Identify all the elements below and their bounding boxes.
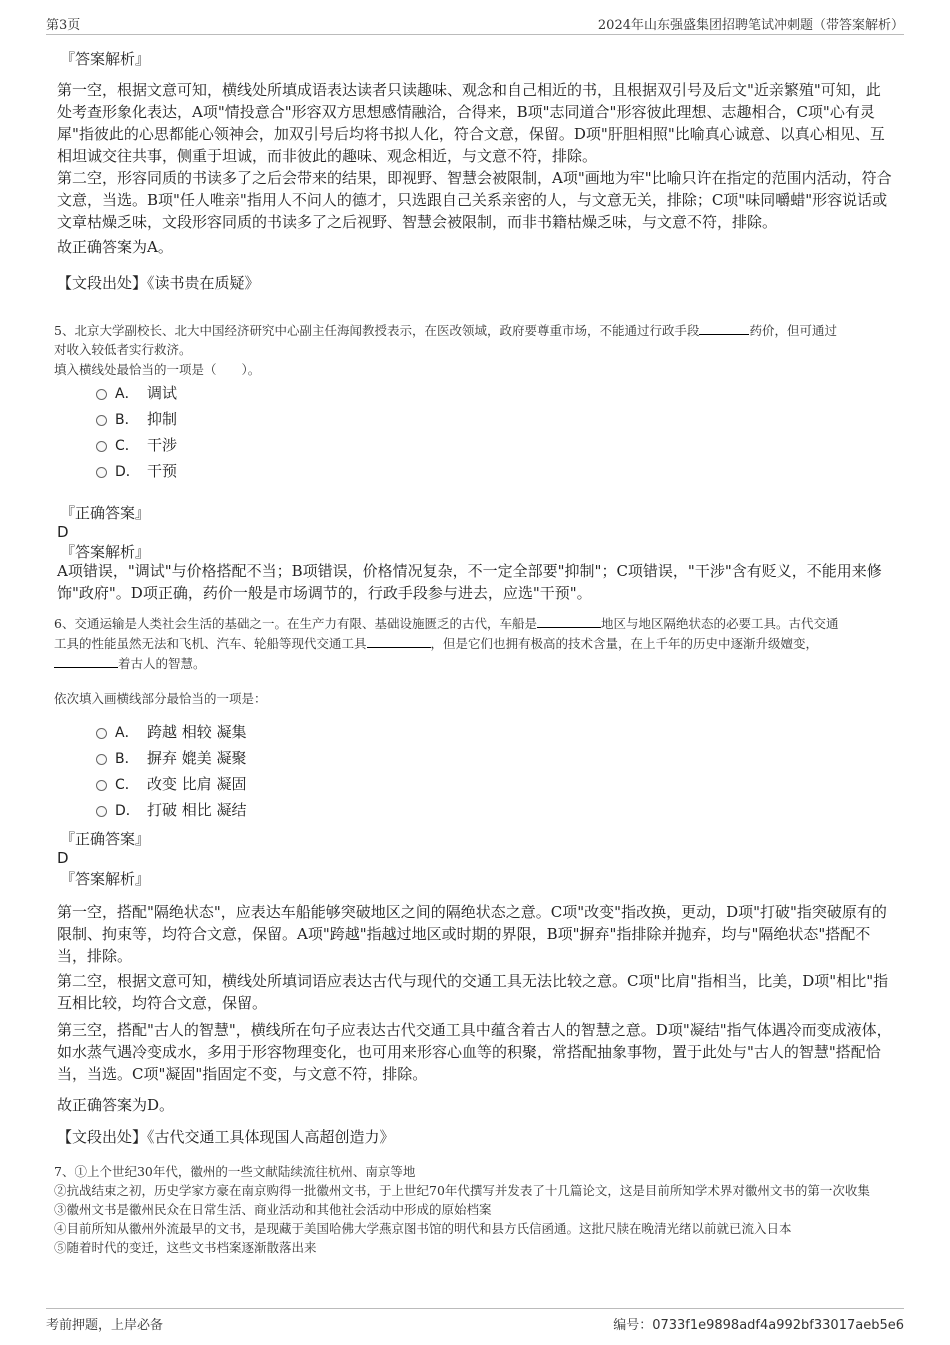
q6-option-a[interactable]: A． 跨越 相较 凝集: [96, 721, 247, 743]
q5-option-b[interactable]: B． 抑制: [96, 408, 177, 430]
radio-icon[interactable]: [96, 441, 107, 452]
q4-source: 【文段出处】《读书贵在质疑》: [57, 274, 260, 292]
q6-analysis-p2: 第二空，根据文意可知，横线处所填词语应表达古代与现代的交通工具无法比较之意。C项"比肩"指相当，比美，D项"相比"指互相比较，均符合文意，保留。: [57, 972, 889, 1012]
q6-analysis-p3: 第三空，搭配"古人的智慧"，横线所在句子应表达古代交通工具中蕴含着古人的智慧之意。D项"凝结"指气体遇冷而变成液体，如水蒸气遇冷变成水，多用于形容物理变化，也可用来形容心血等的积聚，常搭配抽象事物，置于此处与"古人的智慧"搭配恰当，当选。C项"凝固"指固定不变，与文意不符，排除。: [57, 1021, 892, 1083]
q6-option-c[interactable]: C． 改变 比肩 凝固: [96, 773, 247, 795]
q7-statements: [54, 1162, 904, 1257]
q5-analysis-label: 『答案解析』: [60, 543, 151, 561]
q4-conclusion: 故正确答案为A。: [57, 238, 173, 256]
radio-icon[interactable]: [96, 754, 107, 765]
q5-prompt: 填入横线处最恰当的一项是（ ）。: [54, 362, 261, 377]
q7-statement-5: ⑤随着时代的变迁，这些文书档案逐渐散落出来: [54, 1240, 317, 1255]
q6-answer: D: [57, 849, 69, 867]
radio-icon[interactable]: [96, 806, 107, 817]
q5-stem: 5、北京大学副校长、北大中国经济研究中心副主任海闻教授表示，在医改领域，政府要尊重市场，不能通过行政手段 药价，但可通过 对收入较低者实行救济。: [54, 323, 837, 357]
q6-prompt: 依次填入画横线部分最恰当的一项是：: [54, 691, 267, 706]
q4-analysis-label: 『答案解析』: [60, 50, 151, 68]
q4-analysis-p1: 第一空，根据文意可知，横线处所填成语表达读者只读趣味、观念和自己相近的书，且根据双引号及后文"近亲繁殖"可知，此处考查形象化表达，A项"情投意合"形容双方思想感情融洽，合得来，B项"志同道合"形容彼此理想、志趣相合，C项"心有灵犀"指彼此的心思都能心领神会，加双引号后均将书拟人化，符合文意，保留。D项"肝胆相照"比喻真心诚意、以真心相见、互相坦诚交往共事，侧重于坦诚，而非彼此的趣味、观念相近，与文意不符，排除。: [57, 81, 885, 165]
page-header: [46, 12, 904, 35]
q6-stem: 6、交通运输是人类社会生活的基础之一。在生产力有限、基础设施匮乏的古代，车船是 地区与地区隔绝状态的必要工具。古代交通 工具的性能虽然无法和飞机、汽车、轮船等现代交通工具 ，但是它们也拥有极高的技术含量，在上千年的历史中逐渐升级嬗变， 着古人的智慧。: [54, 616, 839, 671]
q6-conclusion: 故正确答案为D。: [57, 1096, 175, 1114]
q6-option-b[interactable]: B． 摒弃 媲美 凝聚: [96, 747, 247, 769]
q6-analysis-p1: 第一空，搭配"隔绝状态"，应表达车船能够突破地区之间的隔绝状态之意。C项"改变"指改换，更动，D项"打破"指突破原有的限制、拘束等，均符合文意，保留。A项"跨越"指越过地区或时期的界限，B项"摒弃"指排除并抛弃，均与"隔绝状态"搭配不当，排除。: [57, 903, 887, 965]
document-title: 2024年山东强盛集团招聘笔试冲刺题（带答案解析）: [597, 18, 904, 33]
q7-statement-4: ④目前所知从徽州外流最早的文书，是现藏于美国哈佛大学燕京图书馆的明代和县方氏信函通。这批尺牍在晚清光绪以前就已流入日本: [54, 1221, 792, 1236]
q7-statement-1: 7、①上个世纪30年代，徽州的一些文献陆续流往杭州、南京等地: [54, 1164, 416, 1179]
q6-analysis-label: 『答案解析』: [60, 870, 151, 888]
document-id: 编号：0733f1e9898adf4a992bf33017aeb5e6: [613, 1318, 904, 1333]
q6-blank-2: [367, 635, 431, 648]
q5-option-d[interactable]: D． 干预: [96, 460, 177, 482]
radio-icon[interactable]: [96, 728, 107, 739]
q6-option-d[interactable]: D． 打破 相比 凝结: [96, 799, 247, 821]
q5-answer: D: [57, 523, 69, 541]
q5-answer-label: 『正确答案』: [60, 504, 151, 522]
footer-slogan: 考前押题，上岸必备: [46, 1318, 164, 1333]
q6-blank-3: [54, 655, 118, 668]
q6-source: 【文段出处】《古代交通工具体现国人高超创造力》: [57, 1128, 395, 1146]
q5-blank: [699, 322, 749, 335]
q5-option-c[interactable]: C． 干涉: [96, 434, 177, 456]
q5-option-a[interactable]: A． 调试: [96, 382, 177, 404]
q4-analysis-p2: 第二空，形容同质的书读多了之后会带来的结果，即视野、智慧会被限制，A项"画地为牢"比喻只许在指定的范围内活动，符合文意，当选。B项"任人唯亲"指用人不问人的德才，只选跟自己关系亲密的人，与文意无关，排除；C项"味同嚼蜡"形容说话或文章枯燥乏味，文段形容同质的书读多了之后视野、智慧会被限制，而非书籍枯燥乏味，与文意不符，排除。: [57, 169, 892, 231]
q7-statement-3: ③徽州文书是徽州民众在日常生活、商业活动和其他社会活动中形成的原始档案: [54, 1202, 492, 1217]
radio-icon[interactable]: [96, 780, 107, 791]
radio-icon[interactable]: [96, 389, 107, 400]
q7-statement-2: ②抗战结束之初，历史学家方豪在南京购得一批徽州文书，于上世纪70年代撰写并发表了十几篇论文，这是目前所知学术界对徽州文书的第一次收集: [54, 1183, 870, 1198]
page-number: 第3页: [46, 18, 81, 33]
page-footer: [46, 1308, 904, 1333]
q6-blank-1: [537, 615, 601, 628]
q5-analysis: A项错误，"调试"与价格搭配不当；B项错误，价格情况复杂，不一定全部要"抑制"；C项错误，"干涉"含有贬义，不能用来修饰"政府"。D项正确，药价一般是市场调节的，行政手段参与进去，应选"干预"。: [57, 562, 882, 602]
radio-icon[interactable]: [96, 467, 107, 478]
radio-icon[interactable]: [96, 415, 107, 426]
q6-answer-label: 『正确答案』: [60, 830, 151, 848]
